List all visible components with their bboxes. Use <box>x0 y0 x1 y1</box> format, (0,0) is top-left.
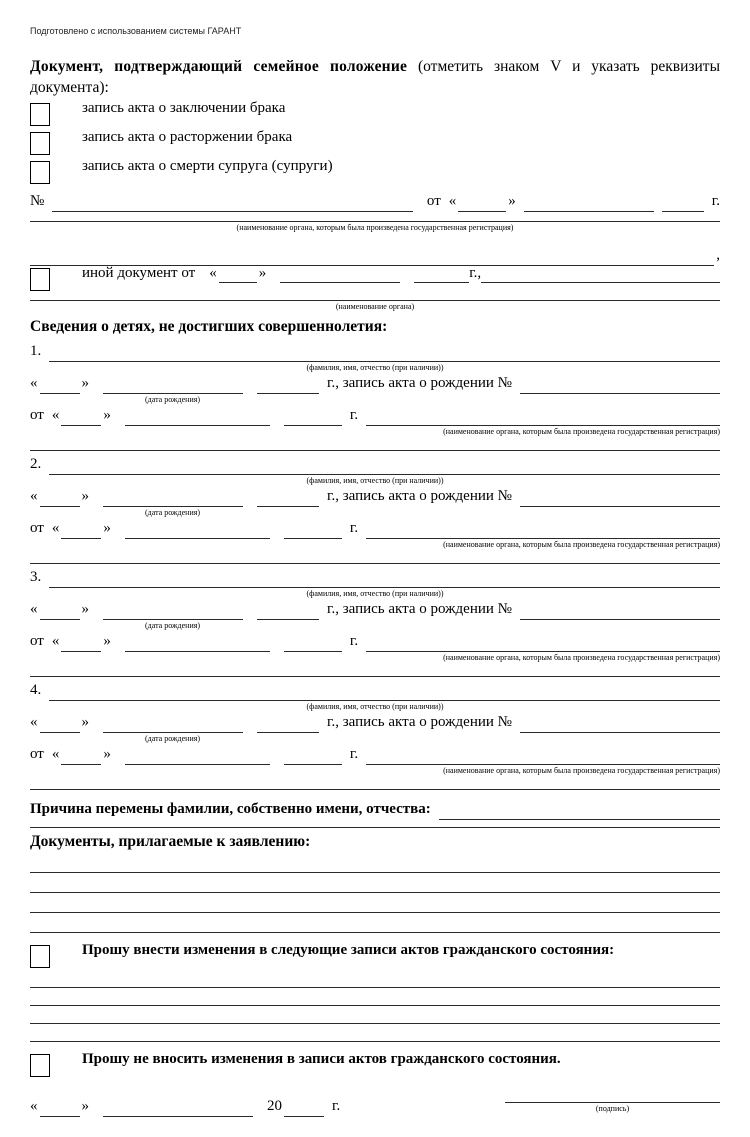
record-month-field[interactable] <box>125 631 270 652</box>
record-year-field[interactable] <box>284 405 342 426</box>
quote-close: » <box>81 1098 89 1114</box>
trailing-comma: , <box>716 247 720 263</box>
date-day-field[interactable] <box>40 1096 80 1117</box>
birth-year-field[interactable] <box>257 486 319 507</box>
record-month-field[interactable] <box>125 744 270 765</box>
record-year-field[interactable] <box>284 744 342 765</box>
number-sign: № <box>30 193 45 209</box>
option-divorce-record <box>30 129 720 158</box>
quote-close: » <box>81 714 89 730</box>
option-request-change <box>30 942 720 970</box>
divorce-record-label: запись акта о расторжении брака <box>82 129 293 145</box>
other-doc-day-field[interactable] <box>219 265 257 283</box>
other-doc-month-field[interactable] <box>280 265 400 283</box>
quote-open: « <box>30 488 38 504</box>
request-change-line-2[interactable] <box>30 988 720 1006</box>
date-month-field[interactable] <box>103 1096 253 1117</box>
quote-open: « <box>30 714 38 730</box>
child-entry-1 <box>30 341 720 451</box>
record-day-field[interactable] <box>61 631 101 652</box>
quote-close: » <box>103 746 111 762</box>
reason-row <box>30 799 720 823</box>
org-continuation-line[interactable] <box>30 450 720 451</box>
fio-caption: (фамилия, имя, отчество (при наличии)) <box>306 363 444 372</box>
child-birth-row <box>30 486 720 507</box>
quote-open: « <box>448 193 457 209</box>
record-number-field[interactable] <box>52 191 413 212</box>
org-continuation-field[interactable] <box>30 245 714 266</box>
record-year-field[interactable] <box>284 518 342 539</box>
fio-caption: (фамилия, имя, отчество (при наличии)) <box>306 589 444 598</box>
birth-record-label: г., запись акта о рождении № <box>327 601 512 617</box>
entry-number: 2. <box>30 456 42 472</box>
birth-year-field[interactable] <box>257 599 319 620</box>
fio-caption: (фамилия, имя, отчество (при наличии)) <box>306 702 444 711</box>
quote-close: » <box>81 488 89 504</box>
org-continuation-row <box>30 245 720 265</box>
child-name-field[interactable] <box>49 567 720 588</box>
org-continuation-line[interactable] <box>30 789 720 790</box>
birth-day-field[interactable] <box>40 712 80 733</box>
entry-number: 3. <box>30 569 42 585</box>
child-birth-row <box>30 712 720 733</box>
record-org-field[interactable] <box>366 518 720 539</box>
spouse-death-record-label: запись акта о смерти супруга (супруги) <box>82 158 333 174</box>
attachments-line-4[interactable] <box>30 913 720 933</box>
dob-caption: (дата рождения) <box>145 508 201 517</box>
birth-month-field[interactable] <box>103 599 243 620</box>
child-entry-4 <box>30 680 720 790</box>
option-spouse-death-record <box>30 158 720 187</box>
date-year-field[interactable] <box>284 1096 324 1117</box>
other-doc-year-field[interactable] <box>414 265 469 283</box>
marital-doc-title-bold: Документ, подтверждающий семейное положение <box>30 58 408 75</box>
reason-field[interactable] <box>439 799 720 820</box>
record-year-field[interactable] <box>662 191 704 212</box>
birth-month-field[interactable] <box>103 712 243 733</box>
divorce-record-checkbox[interactable] <box>30 132 50 155</box>
record-month-field[interactable] <box>524 191 654 212</box>
option-request-no-change <box>30 1051 720 1079</box>
record-year-field[interactable] <box>284 631 342 652</box>
record-org-field[interactable] <box>366 405 720 426</box>
quote-close: » <box>81 375 89 391</box>
record-org-field[interactable] <box>366 744 720 765</box>
other-document-checkbox[interactable] <box>30 268 50 291</box>
record-month-field[interactable] <box>125 405 270 426</box>
year-abbr: г. <box>349 633 359 649</box>
quote-close: » <box>258 265 267 281</box>
from-label: от <box>30 520 44 536</box>
other-doc-name-field[interactable] <box>481 265 720 283</box>
child-name-row <box>30 341 720 362</box>
birth-year-field[interactable] <box>257 712 319 733</box>
quote-close: » <box>103 407 111 423</box>
signature-caption: (подпись) <box>595 1104 630 1113</box>
child-birth-row <box>30 599 720 620</box>
child-record-date-row <box>30 744 720 765</box>
child-name-row <box>30 680 720 701</box>
child-name-field[interactable] <box>49 341 720 362</box>
quote-close: » <box>81 601 89 617</box>
from-label: от <box>30 633 44 649</box>
children-heading: Сведения о детях, не достигших совершеннолетия: <box>30 318 388 335</box>
from-label: от <box>30 746 44 762</box>
request-change-line-1[interactable] <box>30 970 720 988</box>
child-birth-row <box>30 373 720 394</box>
child-record-date-row <box>30 405 720 426</box>
request-change-line-4[interactable] <box>30 1024 720 1042</box>
year-abbr: г. <box>332 1098 341 1114</box>
child-record-date-row <box>30 518 720 539</box>
birth-record-number-field[interactable] <box>520 599 720 620</box>
child-entry-2 <box>30 454 720 564</box>
quote-open: « <box>30 1098 38 1114</box>
attachments-heading: Документы, прилагаемые к заявлению: <box>30 833 311 850</box>
quote-open: « <box>51 746 60 762</box>
birth-record-number-field[interactable] <box>520 373 720 394</box>
from-label: от <box>30 407 44 423</box>
quote-open: « <box>51 520 60 536</box>
record-month-field[interactable] <box>125 518 270 539</box>
quote-open: « <box>30 601 38 617</box>
birth-record-number-field[interactable] <box>520 712 720 733</box>
reason-label: Причина перемены фамилии, собственно имени, отчества: <box>30 801 431 817</box>
registration-org-field[interactable] <box>30 221 720 222</box>
year-abbr-comma: г., <box>469 265 482 281</box>
attachments-line-2[interactable] <box>30 873 720 893</box>
child-record-date-row <box>30 631 720 652</box>
birth-day-field[interactable] <box>40 486 80 507</box>
child-name-field[interactable] <box>49 680 720 701</box>
org-caption: (наименование органа, которым была произведена государственная регистрация) <box>443 766 720 775</box>
child-name-field[interactable] <box>49 454 720 475</box>
marital-doc-title-rest: (отметить знаком V и указать реквизиты документа): <box>30 58 720 96</box>
dob-caption: (дата рождения) <box>145 621 201 630</box>
entry-number: 4. <box>30 682 42 698</box>
org-caption: (наименование органа, которым была произведена государственная регистрация) <box>443 540 720 549</box>
quote-close: » <box>103 633 111 649</box>
request-change-line-3[interactable] <box>30 1006 720 1024</box>
other-document-label: иной документ от <box>82 265 196 281</box>
other-doc-org-block <box>30 300 720 312</box>
option-other-document <box>30 265 720 294</box>
birth-record-label: г., запись акта о рождении № <box>327 488 512 504</box>
birth-record-label: г., запись акта о рождении № <box>327 714 512 730</box>
attachments-line-3[interactable] <box>30 893 720 913</box>
fio-caption: (фамилия, имя, отчество (при наличии)) <box>306 476 444 485</box>
birth-day-field[interactable] <box>40 599 80 620</box>
marital-doc-title <box>30 56 720 98</box>
garant-note: Подготовлено с использованием системы ГАРАНТ <box>30 26 242 36</box>
registration-org-block <box>30 221 720 233</box>
quote-open: « <box>30 375 38 391</box>
year-abbr: г. <box>349 746 359 762</box>
attachments-line-1[interactable] <box>30 853 720 873</box>
birth-year-field[interactable] <box>257 373 319 394</box>
birth-month-field[interactable] <box>103 486 243 507</box>
record-number-row <box>30 191 720 215</box>
entry-number: 1. <box>30 343 42 359</box>
quote-close: » <box>103 520 111 536</box>
quote-close: » <box>508 193 516 209</box>
spouse-death-record-checkbox[interactable] <box>30 161 50 184</box>
quote-open: « <box>209 265 217 281</box>
registration-org-caption: (наименование органа, которым была произведена государственная регистрация) <box>236 223 514 232</box>
year-abbr: г. <box>349 520 359 536</box>
record-day-field[interactable] <box>61 405 101 426</box>
record-day-field[interactable] <box>61 518 101 539</box>
date-group <box>30 1096 340 1117</box>
dob-caption: (дата рождения) <box>145 395 201 404</box>
request-change-checkbox[interactable] <box>30 945 50 968</box>
from-label: от <box>426 193 441 209</box>
signature-field[interactable] <box>505 1102 720 1103</box>
request-change-label: Прошу внести изменения в следующие записи актов гражданского состояния: <box>82 942 615 958</box>
other-doc-org-caption: (наименование органа) <box>335 302 415 311</box>
quote-open: « <box>51 407 60 423</box>
date-signature-row <box>30 1096 720 1117</box>
marriage-record-checkbox[interactable] <box>30 103 50 126</box>
record-org-field[interactable] <box>366 631 720 652</box>
request-no-change-checkbox[interactable] <box>30 1054 50 1077</box>
birth-record-number-field[interactable] <box>520 486 720 507</box>
year-abbr: г. <box>349 407 359 423</box>
child-name-row <box>30 454 720 475</box>
other-doc-org-field[interactable] <box>30 300 720 301</box>
org-continuation-line[interactable] <box>30 676 720 677</box>
child-entry-3 <box>30 567 720 677</box>
marriage-record-label: запись акта о заключении брака <box>82 100 286 116</box>
option-marriage-record <box>30 100 720 129</box>
child-name-row <box>30 567 720 588</box>
year-abbr: г. <box>711 193 720 209</box>
org-continuation-line[interactable] <box>30 563 720 564</box>
dob-caption: (дата рождения) <box>145 734 201 743</box>
quote-open: « <box>51 633 60 649</box>
record-day-field[interactable] <box>458 191 506 212</box>
signature-block <box>505 1102 720 1114</box>
org-caption: (наименование органа, которым была произведена государственная регистрация) <box>443 653 720 662</box>
century-label: 20 <box>267 1098 282 1114</box>
birth-day-field[interactable] <box>40 373 80 394</box>
birth-record-label: г., запись акта о рождении № <box>327 375 512 391</box>
reason-continuation-line[interactable] <box>30 827 720 828</box>
org-caption: (наименование органа, которым была произведена государственная регистрация) <box>443 427 720 436</box>
birth-month-field[interactable] <box>103 373 243 394</box>
record-day-field[interactable] <box>61 744 101 765</box>
request-no-change-label: Прошу не вносить изменения в записи актов гражданского состояния. <box>82 1051 561 1067</box>
